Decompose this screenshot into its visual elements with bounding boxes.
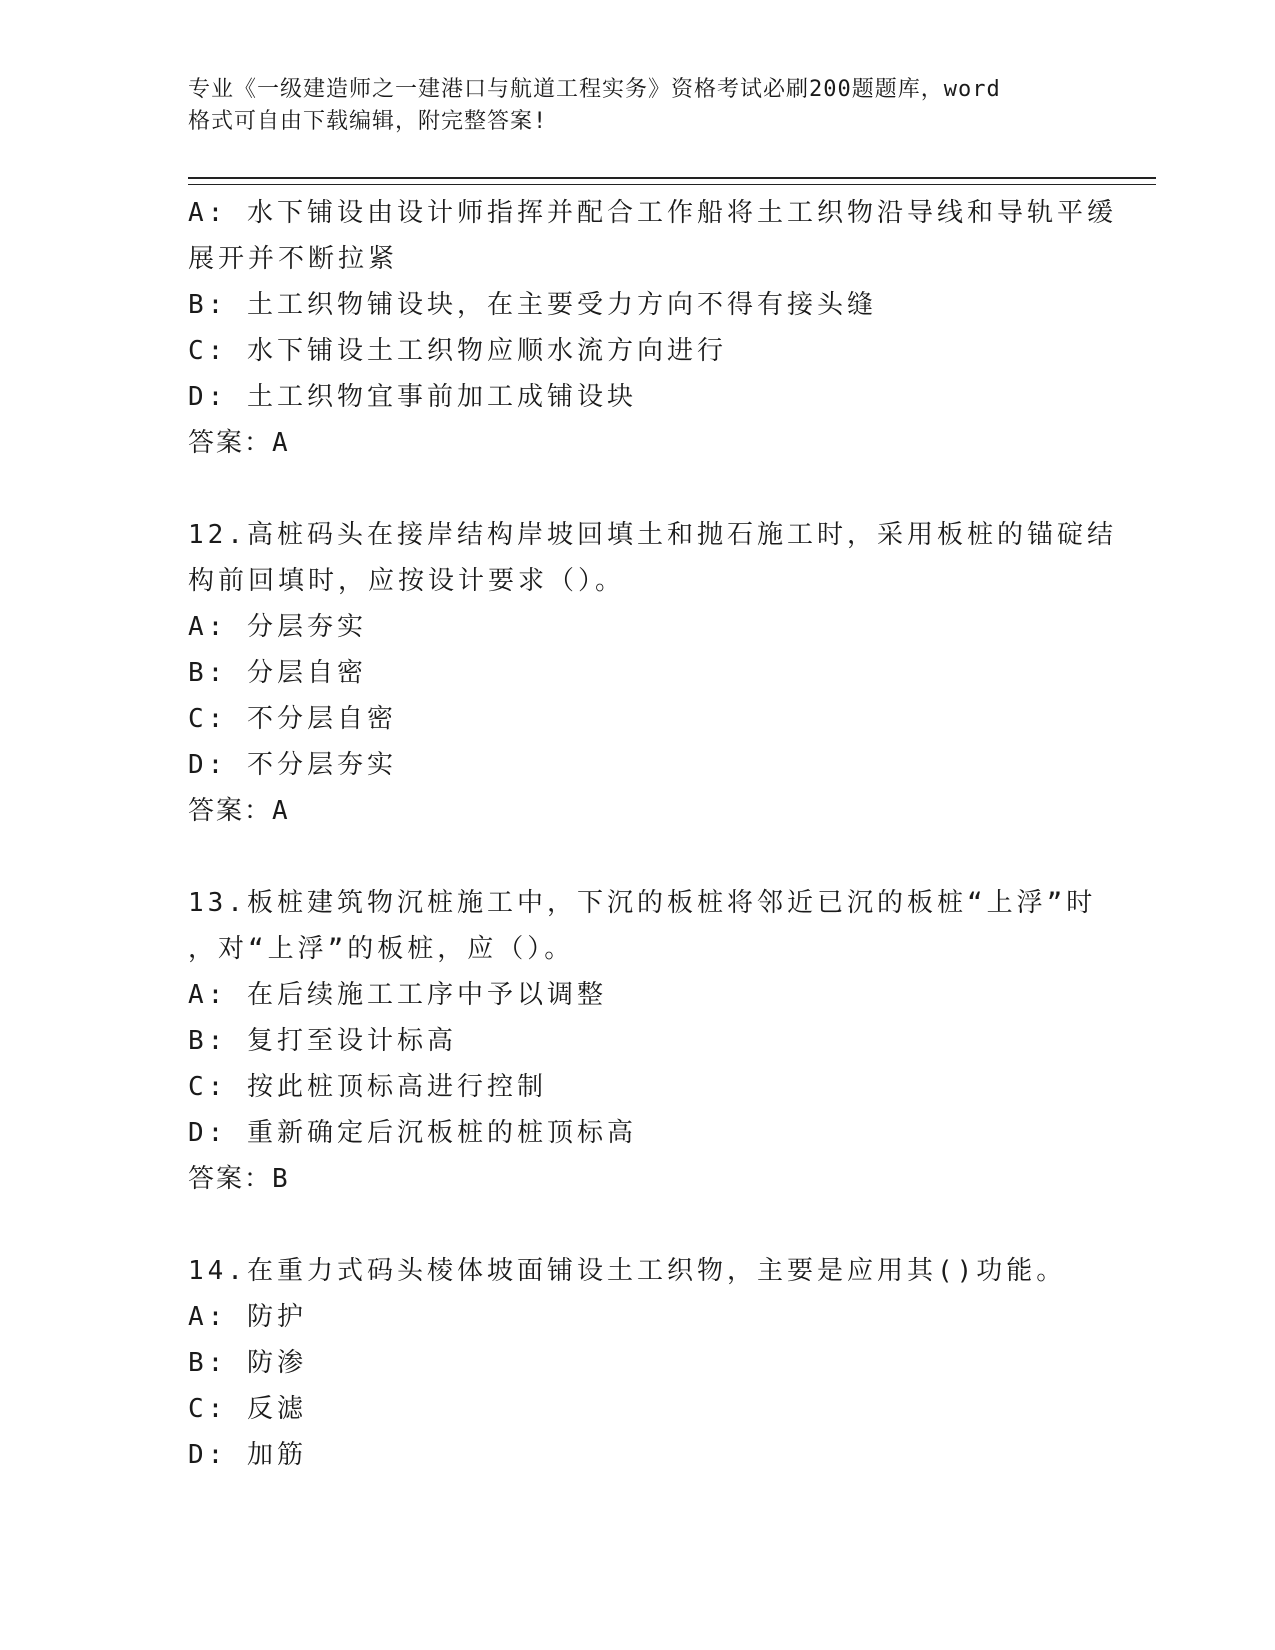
header-divider bbox=[188, 177, 1156, 185]
header-title-line-2: 格式可自由下载编辑，附完整答案! bbox=[188, 109, 548, 134]
answer: 答案：B bbox=[188, 1164, 290, 1194]
option-a: A: 在后续施工工序中予以调整 bbox=[188, 980, 607, 1010]
question-12 bbox=[188, 512, 1117, 834]
option-c: C: 不分层自密 bbox=[188, 704, 397, 734]
question-stem-line-2: 构前回填时，应按设计要求（）。 bbox=[188, 566, 626, 596]
option-d: D: 不分层夯实 bbox=[188, 750, 397, 780]
option-b: B: 土工织物铺设块，在主要受力方向不得有接头缝 bbox=[188, 290, 877, 320]
question-spacer bbox=[188, 834, 1088, 880]
question-content bbox=[188, 190, 1117, 1478]
option-c: C: 按此桩顶标高进行控制 bbox=[188, 1072, 547, 1102]
option-b: B: 分层自密 bbox=[188, 658, 367, 688]
answer: 答案：A bbox=[188, 796, 290, 826]
option-b: B: 复打至设计标高 bbox=[188, 1026, 457, 1056]
option-d: D: 土工织物宜事前加工成铺设块 bbox=[188, 382, 637, 412]
question-stem-line-2: ，对“上浮”的板桩，应（）。 bbox=[188, 934, 575, 964]
option-b: B: 防渗 bbox=[188, 1348, 307, 1378]
option-a-line-2: 展开并不断拉紧 bbox=[188, 244, 399, 274]
question-14 bbox=[188, 1248, 1088, 1478]
question-stem-line-1: 12.高桩码头在接岸结构岸坡回填土和抛石施工时，采用板桩的锚碇结 bbox=[188, 520, 1117, 550]
answer: 答案：A bbox=[188, 428, 290, 458]
option-a-line-1: A: 水下铺设由设计师指挥并配合工作船将土工织物沿导线和导轨平缓 bbox=[188, 198, 1117, 228]
question-stem: 14.在重力式码头棱体坡面铺设土工织物，主要是应用其()功能。 bbox=[188, 1256, 1067, 1286]
header-title-line-1: 专业《一级建造师之一建港口与航道工程实务》资格考试必刷200题题库，word bbox=[188, 77, 1001, 102]
option-c: C: 反滤 bbox=[188, 1394, 307, 1424]
option-c: C: 水下铺设土工织物应顺水流方向进行 bbox=[188, 336, 727, 366]
document-header bbox=[188, 74, 1088, 138]
option-d: D: 重新确定后沉板桩的桩顶标高 bbox=[188, 1118, 637, 1148]
option-a: A: 分层夯实 bbox=[188, 612, 367, 642]
question-spacer bbox=[188, 1202, 1088, 1248]
question-11 bbox=[188, 190, 1117, 466]
question-stem-line-1: 13.板桩建筑物沉桩施工中，下沉的板桩将邻近已沉的板桩“上浮”时 bbox=[188, 888, 1097, 918]
question-spacer bbox=[188, 466, 1088, 512]
option-d: D: 加筋 bbox=[188, 1440, 307, 1470]
option-a: A: 防护 bbox=[188, 1302, 307, 1332]
question-13 bbox=[188, 880, 1097, 1202]
